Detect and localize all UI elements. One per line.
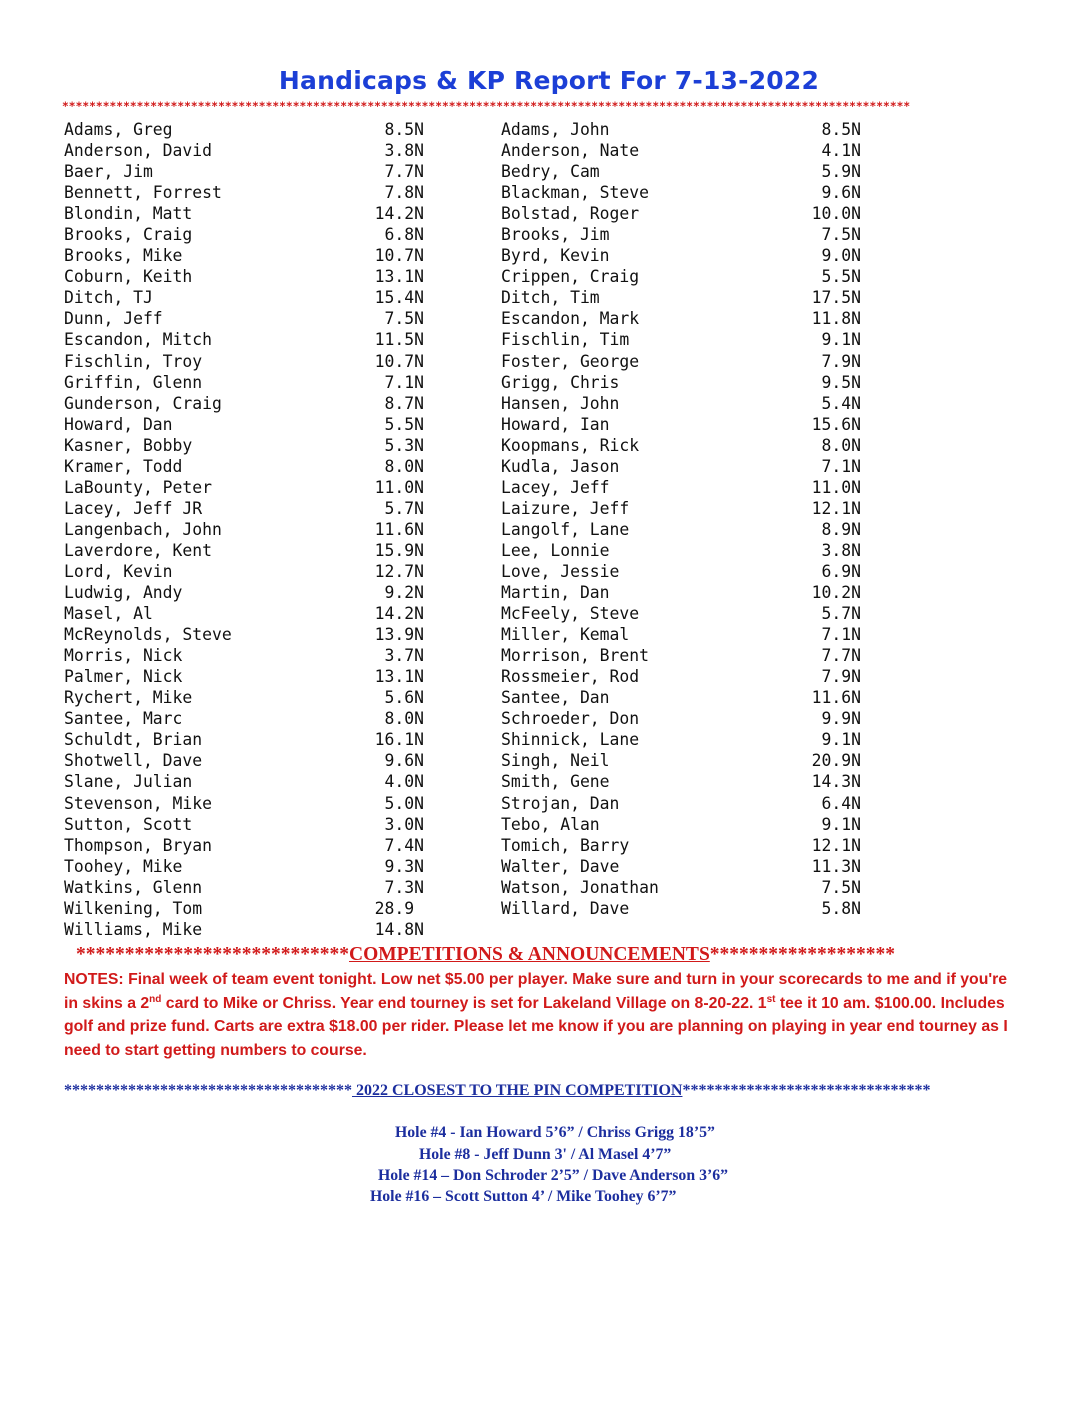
player-handicap: 11.8N bbox=[811, 309, 861, 329]
player-name: Toohey, Mike bbox=[64, 856, 183, 876]
player-handicap: 11.5N bbox=[374, 330, 424, 350]
player-handicap: 7.9N bbox=[821, 351, 861, 371]
player-handicap: 16.1N bbox=[374, 730, 424, 750]
player-name: Blackman, Steve bbox=[501, 183, 650, 203]
player-name: Morris, Nick bbox=[64, 646, 183, 666]
player-handicap: 7.1N bbox=[384, 372, 424, 392]
player-handicap: 14.2N bbox=[374, 604, 424, 624]
report-title: Handicaps & KP Report For 7-13-2022 bbox=[278, 66, 820, 95]
player-name: Schuldt, Brian bbox=[64, 730, 203, 750]
player-handicap: 10.2N bbox=[811, 583, 861, 603]
player-name: Lee, Lonnie bbox=[501, 540, 610, 560]
player-handicap: 12.7N bbox=[374, 561, 424, 581]
player-name: Masel, Al bbox=[64, 604, 153, 624]
player-name: Ditch, TJ bbox=[64, 288, 153, 308]
player-name: Escandon, Mark bbox=[501, 309, 640, 329]
player-name: Santee, Marc bbox=[64, 709, 183, 729]
player-handicap: 7.5N bbox=[821, 877, 861, 897]
ctp-stars-left: ************************************ bbox=[64, 1082, 352, 1099]
notes-text-1: NOTES: Final week of team event tonight. Low net $5.00 per player. Make sure and turn in your scorecards to me and if you're in skins a 2 bbox=[64, 971, 1008, 1012]
player-name: Adams, John bbox=[501, 120, 610, 139]
player-name: Lacey, Jeff bbox=[501, 477, 610, 497]
notes-text-2: card to Mike or Chriss. Year end tourney is set for Lakeland Village on 8-20-22. 1 bbox=[161, 994, 767, 1012]
notes-superscript-2: st bbox=[766, 993, 776, 1005]
player-name: Gunderson, Craig bbox=[64, 393, 222, 413]
player-name: Koopmans, Rick bbox=[501, 435, 640, 455]
player-handicap: 4.1N bbox=[821, 141, 861, 161]
player-handicap: 15.9N bbox=[374, 540, 424, 560]
player-name: Tomich, Barry bbox=[501, 835, 630, 855]
player-handicap: 5.6N bbox=[384, 688, 424, 708]
player-name: LaBounty, Peter bbox=[64, 477, 213, 497]
ctp-stars-right: ******************************* bbox=[682, 1082, 931, 1099]
kp-result-hole-4: Hole #4 - Ian Howard 5’6” / Chriss Grigg 18’5” bbox=[395, 1124, 715, 1141]
player-name: Shotwell, Dave bbox=[64, 751, 203, 771]
player-handicap: 7.5N bbox=[821, 225, 861, 245]
player-handicap: 9.1N bbox=[821, 814, 861, 834]
player-name: Kasner, Bobby bbox=[64, 435, 193, 455]
player-name: Shinnick, Lane bbox=[501, 730, 640, 750]
notes-paragraph bbox=[64, 968, 1024, 1062]
player-handicap: 8.5N bbox=[821, 120, 861, 139]
player-name: Santee, Dan bbox=[501, 688, 610, 708]
player-name: Ludwig, Andy bbox=[64, 583, 183, 603]
player-handicap: 5.3N bbox=[384, 435, 424, 455]
player-handicap: 7.4N bbox=[384, 835, 424, 855]
competitions-heading: COMPETITIONS & ANNOUNCEMENTS bbox=[349, 944, 710, 965]
player-name: Langenbach, John bbox=[64, 519, 222, 539]
player-handicap: 5.8N bbox=[821, 898, 861, 918]
player-handicap: 12.1N bbox=[811, 498, 861, 518]
player-name: Howard, Ian bbox=[501, 414, 610, 434]
player-name: Tebo, Alan bbox=[501, 814, 600, 834]
player-name: Laverdore, Kent bbox=[64, 540, 213, 560]
player-handicap: 6.8N bbox=[384, 225, 424, 245]
player-name: Thompson, Bryan bbox=[64, 835, 213, 855]
player-handicap: 20.9N bbox=[811, 751, 861, 771]
player-handicap: 9.6N bbox=[821, 183, 861, 203]
player-handicap: 7.7N bbox=[384, 162, 424, 182]
player-name: Blondin, Matt bbox=[64, 204, 193, 224]
player-handicap: 3.0N bbox=[384, 814, 424, 834]
ctp-heading: 2022 CLOSEST TO THE PIN COMPETITION bbox=[352, 1082, 683, 1099]
player-handicap: 13.1N bbox=[374, 267, 424, 287]
player-handicap: 10.0N bbox=[811, 204, 861, 224]
player-handicap: 5.5N bbox=[821, 267, 861, 287]
player-handicap: 5.5N bbox=[384, 414, 424, 434]
player-name: Howard, Dan bbox=[64, 414, 173, 434]
player-name: Sutton, Scott bbox=[64, 814, 193, 834]
player-name: Crippen, Craig bbox=[501, 267, 640, 287]
star-divider: ***************************************************************************************************************************** bbox=[62, 100, 911, 113]
player-handicap: 13.1N bbox=[374, 667, 424, 687]
player-handicap: 6.4N bbox=[821, 793, 861, 813]
player-name: Bennett, Forrest bbox=[64, 183, 222, 203]
player-name: Morrison, Brent bbox=[501, 646, 650, 666]
player-name: Watkins, Glenn bbox=[64, 877, 203, 897]
player-name: Rossmeier, Rod bbox=[501, 667, 640, 687]
player-name: Escandon, Mitch bbox=[64, 330, 213, 350]
player-name: Strojan, Dan bbox=[501, 793, 620, 813]
competitions-stars-left: **************************** bbox=[76, 944, 349, 965]
player-name: Byrd, Kevin bbox=[501, 246, 610, 266]
player-handicap: 8.7N bbox=[384, 393, 424, 413]
player-handicap: 11.0N bbox=[811, 477, 861, 497]
player-handicap: 5.4N bbox=[821, 393, 861, 413]
player-handicap: 8.0N bbox=[384, 709, 424, 729]
player-handicap: 14.2N bbox=[374, 204, 424, 224]
player-name: Laizure, Jeff bbox=[501, 498, 630, 518]
player-handicap: 4.0N bbox=[384, 772, 424, 792]
player-handicap: 10.7N bbox=[374, 351, 424, 371]
player-name: Lord, Kevin bbox=[64, 561, 173, 581]
player-name: Adams, Greg bbox=[64, 120, 173, 139]
player-name: Fischlin, Troy bbox=[64, 351, 203, 371]
player-handicap: 11.3N bbox=[811, 856, 861, 876]
player-handicap: 11.0N bbox=[374, 477, 424, 497]
player-handicap: 15.6N bbox=[811, 414, 861, 434]
player-handicap: 8.0N bbox=[384, 456, 424, 476]
player-handicap: 9.2N bbox=[384, 583, 424, 603]
player-handicap: 10.7N bbox=[374, 246, 424, 266]
player-handicap: 9.0N bbox=[821, 246, 861, 266]
player-name: Griffin, Glenn bbox=[64, 372, 203, 392]
player-name: Kramer, Todd bbox=[64, 456, 183, 476]
kp-result-hole-16: Hole #16 – Scott Sutton 4’ / Mike Toohey 6’7” bbox=[370, 1188, 677, 1205]
player-handicap: 9.1N bbox=[821, 330, 861, 350]
player-handicap: 9.6N bbox=[384, 751, 424, 771]
player-handicap: 11.6N bbox=[811, 688, 861, 708]
player-handicap: 28.9 bbox=[374, 898, 424, 918]
player-name: Stevenson, Mike bbox=[64, 793, 213, 813]
player-name: Singh, Neil bbox=[501, 751, 610, 771]
player-name: Fischlin, Tim bbox=[501, 330, 630, 350]
player-name: Schroeder, Don bbox=[501, 709, 640, 729]
player-handicap: 3.8N bbox=[821, 540, 861, 560]
player-name: Watson, Jonathan bbox=[501, 877, 659, 897]
notes-text-3: tee it 10 am. $100.00. Includes golf and prize fund. Carts are extra $18.00 per rider. Please let me know if you are planning on playing in year end tourney as I need to start getting numbers to course. bbox=[64, 994, 1008, 1059]
player-handicap: 8.9N bbox=[821, 519, 861, 539]
player-name: Coburn, Keith bbox=[64, 267, 193, 287]
player-handicap: 7.1N bbox=[821, 625, 861, 645]
player-handicap: 6.9N bbox=[821, 561, 861, 581]
player-handicap: 9.5N bbox=[821, 372, 861, 392]
player-name: Foster, George bbox=[501, 351, 640, 371]
player-name: Williams, Mike bbox=[64, 919, 203, 939]
player-handicap: 7.1N bbox=[821, 456, 861, 476]
player-handicap: 7.7N bbox=[821, 646, 861, 666]
player-name: Brooks, Mike bbox=[64, 246, 183, 266]
player-handicap: 8.5N bbox=[384, 120, 424, 139]
player-name: Baer, Jim bbox=[64, 162, 153, 182]
player-name: McFeely, Steve bbox=[501, 604, 640, 624]
player-handicap: 12.1N bbox=[811, 835, 861, 855]
kp-result-hole-14: Hole #14 – Don Schroder 2’5” / Dave Anderson 3’6” bbox=[378, 1167, 729, 1184]
player-name: Wilkening, Tom bbox=[64, 898, 203, 918]
competitions-header bbox=[76, 944, 966, 966]
player-handicap: 9.3N bbox=[384, 856, 424, 876]
player-handicap: 7.8N bbox=[384, 183, 424, 203]
player-name: Bedry, Cam bbox=[501, 162, 600, 182]
player-name: Martin, Dan bbox=[501, 583, 610, 603]
player-name: Anderson, David bbox=[64, 141, 213, 161]
player-handicap: 7.9N bbox=[821, 667, 861, 687]
player-handicap: 5.7N bbox=[384, 498, 424, 518]
player-handicap: 7.3N bbox=[384, 877, 424, 897]
player-name: Slane, Julian bbox=[64, 772, 193, 792]
player-handicap: 3.7N bbox=[384, 646, 424, 666]
player-handicap: 3.8N bbox=[384, 141, 424, 161]
player-name: Lacey, Jeff JR bbox=[64, 498, 203, 518]
player-handicap: 14.8N bbox=[374, 919, 424, 939]
notes-superscript-1: nd bbox=[149, 993, 162, 1005]
closest-to-pin-header bbox=[64, 1082, 1034, 1100]
player-handicap: 8.0N bbox=[821, 435, 861, 455]
player-handicap: 5.0N bbox=[384, 793, 424, 813]
player-name: Rychert, Mike bbox=[64, 688, 193, 708]
player-name: Brooks, Craig bbox=[64, 225, 193, 245]
kp-result-hole-8: Hole #8 - Jeff Dunn 3' / Al Masel 4’7” bbox=[419, 1146, 672, 1163]
player-name: Miller, Kemal bbox=[501, 625, 630, 645]
player-name: Grigg, Chris bbox=[501, 372, 620, 392]
player-name: Brooks, Jim bbox=[501, 225, 610, 245]
player-name: Willard, Dave bbox=[501, 898, 630, 918]
player-handicap: 9.1N bbox=[821, 730, 861, 750]
player-name: Ditch, Tim bbox=[501, 288, 600, 308]
player-handicap: 11.6N bbox=[374, 519, 424, 539]
player-name: Palmer, Nick bbox=[64, 667, 183, 687]
player-name: Bolstad, Roger bbox=[501, 204, 640, 224]
player-handicap: 15.4N bbox=[374, 288, 424, 308]
player-name: Walter, Dave bbox=[501, 856, 620, 876]
player-name: Love, Jessie bbox=[501, 561, 620, 581]
player-name: Anderson, Nate bbox=[501, 141, 640, 161]
player-name: Langolf, Lane bbox=[501, 519, 630, 539]
player-name: Dunn, Jeff bbox=[64, 309, 163, 329]
player-name: Smith, Gene bbox=[501, 772, 610, 792]
player-handicap: 5.7N bbox=[821, 604, 861, 624]
player-handicap: 13.9N bbox=[374, 625, 424, 645]
player-name: Hansen, John bbox=[501, 393, 620, 413]
player-handicap: 7.5N bbox=[384, 309, 424, 329]
competitions-stars-right: ******************* bbox=[709, 944, 896, 965]
player-handicap: 9.9N bbox=[821, 709, 861, 729]
player-name: Kudla, Jason bbox=[501, 456, 620, 476]
player-handicap: 5.9N bbox=[821, 162, 861, 182]
player-handicap: 14.3N bbox=[811, 772, 861, 792]
player-name: McReynolds, Steve bbox=[64, 625, 232, 645]
player-handicap: 17.5N bbox=[811, 288, 861, 308]
